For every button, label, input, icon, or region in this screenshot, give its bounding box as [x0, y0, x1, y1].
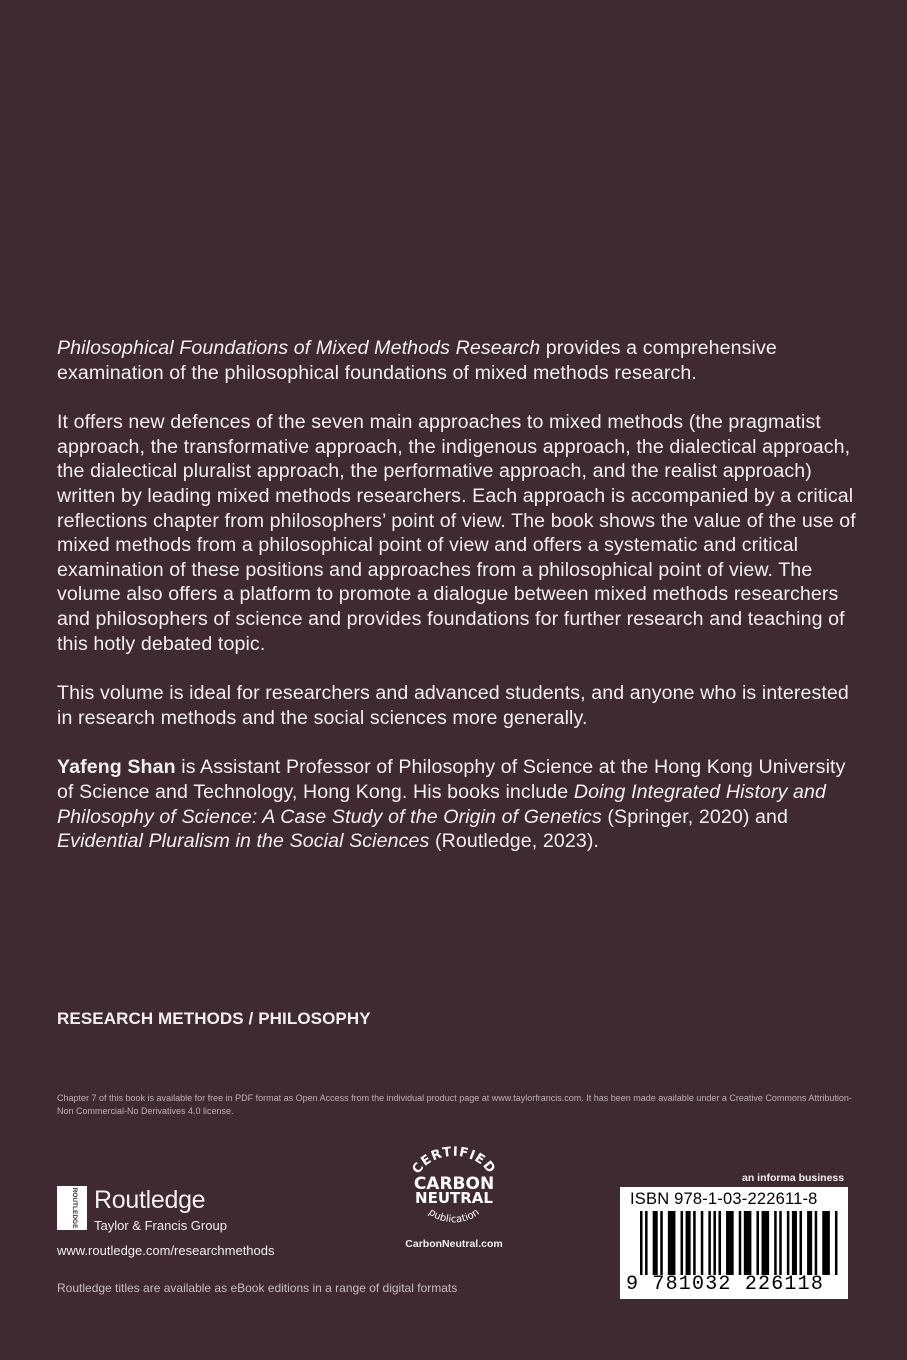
- barcode-bar: [708, 1211, 711, 1275]
- author-book-1: Doing Integrated History and Philosophy of Science: A Case Study of the Origin of Genetics: [57, 780, 827, 828]
- carbon-line-1: CERTIFIED: [409, 1145, 499, 1177]
- blurb-paragraph-3: This volume is ideal for researchers and advanced students, and anyone who is interested in research methods and the social sciences more generally.: [57, 682, 849, 729]
- barcode-bars: [640, 1211, 840, 1275]
- barcode-bar: [739, 1211, 742, 1275]
- carbon-line-2: CARBON: [413, 1174, 495, 1194]
- barcode-bar: [640, 1211, 643, 1275]
- barcode-bar: [774, 1211, 777, 1275]
- barcode-bar: [713, 1211, 716, 1275]
- svg-text:publication: [426, 1207, 481, 1225]
- routledge-logo-icon: [57, 1186, 87, 1230]
- barcode-bar: [686, 1211, 691, 1275]
- barcode-bar: [701, 1211, 704, 1275]
- carbon-url: CarbonNeutral.com: [405, 1238, 503, 1250]
- barcode-digits: 9 781032 226118: [626, 1273, 825, 1296]
- back-cover-blurb: [57, 336, 857, 879]
- carbon-line-4: publication: [426, 1206, 482, 1226]
- isbn-barcode: [620, 1187, 848, 1299]
- blurb-paragraph-1: [57, 336, 857, 385]
- blurb-paragraph-2: It offers new defences of the seven main approaches to mixed methods (the pragmatist approach, the transformative approach, the indigenous approach, the dialectical approach, the dialectical pluralist approach, the performative approach, and the realist approach) written by leading mixed methods researchers. Each approach is accompanied by a critical reflections chapter from philosophers’ point of view. The book shows the value of the use of mixed methods from a philosophical point of view and offers a systematic and critical examination of these positions and approaches from a philosophical point of view. The volume also offers a platform to promote a dialogue between mixed methods researchers and philosophers of science and provides foundations for further research and teaching of this hotly debated topic.: [57, 411, 856, 655]
- publisher-url[interactable]: www.routledge.com/researchmethods: [57, 1243, 275, 1258]
- publisher-name: Routledge: [94, 1186, 206, 1214]
- author-bio-text-3: (Routledge, 2023).: [429, 830, 600, 853]
- carbon-neutral-icon: [395, 1145, 513, 1237]
- open-access-note: Chapter 7 of this book is available for free in PDF format as Open Access from the individual product page at www.taylorfrancis.com. It has been made available under a Creative Commons Attribution-Non Commercial-No Derivatives 4.0 license.: [57, 1093, 852, 1116]
- informa-tagline: an informa business: [742, 1172, 845, 1184]
- barcode-bar: [693, 1211, 696, 1275]
- barcode-bar: [779, 1211, 782, 1275]
- svg-text:CERTIFIED: [410, 1145, 499, 1177]
- barcode-bar: [792, 1211, 797, 1275]
- barcode-bar: [726, 1211, 734, 1275]
- barcode-bar: [681, 1211, 684, 1275]
- author-bio-text-2: (Springer, 2020) and: [601, 805, 789, 828]
- barcode-bar: [668, 1211, 676, 1275]
- barcode-bar: [799, 1211, 802, 1275]
- barcode-bar: [762, 1211, 770, 1275]
- barcode-bar: [744, 1211, 752, 1275]
- blurb-p1-text: provides a comprehensive examination of the philosophical foundations of mixed methods research.: [57, 337, 777, 384]
- book-title: Philosophical Foundations of Mixed Methods Research: [57, 337, 541, 359]
- carbon-neutral-badge: [395, 1145, 513, 1257]
- author-name: Yafeng Shan: [57, 756, 176, 779]
- barcode-bar: [787, 1211, 790, 1275]
- author-book-2: Evidential Pluralism in the Social Sciences: [57, 830, 430, 853]
- barcode-bar: [835, 1211, 838, 1275]
- barcode-bar: [718, 1211, 721, 1275]
- barcode-bar: [645, 1211, 648, 1275]
- subject-category: RESEARCH METHODS / PHILOSOPHY: [57, 1009, 371, 1028]
- author-bio-text-1: is Assistant Professor of Philosophy of Science at the Hong Kong University of Science and Technology, Hong Kong. His books include: [57, 756, 846, 803]
- author-bio: [57, 755, 857, 853]
- barcode-bar: [653, 1211, 658, 1275]
- barcode-bar: [756, 1211, 759, 1275]
- publisher-group: Taylor & Francis Group: [94, 1218, 227, 1233]
- routledge-logo-text: ROUTLEDGE: [71, 1187, 78, 1229]
- ebook-note: Routledge titles are available as eBook editions in a range of digital formats: [57, 1281, 458, 1295]
- publisher-logo-block: [57, 1186, 357, 1246]
- barcode-bar: [807, 1211, 812, 1275]
- carbon-line-3: NEUTRAL: [415, 1189, 493, 1207]
- isbn-label: ISBN 978-1-03-222611-8: [630, 1190, 818, 1208]
- barcode-bar: [822, 1211, 830, 1275]
- barcode-bar: [660, 1211, 663, 1275]
- barcode-bar: [815, 1211, 818, 1275]
